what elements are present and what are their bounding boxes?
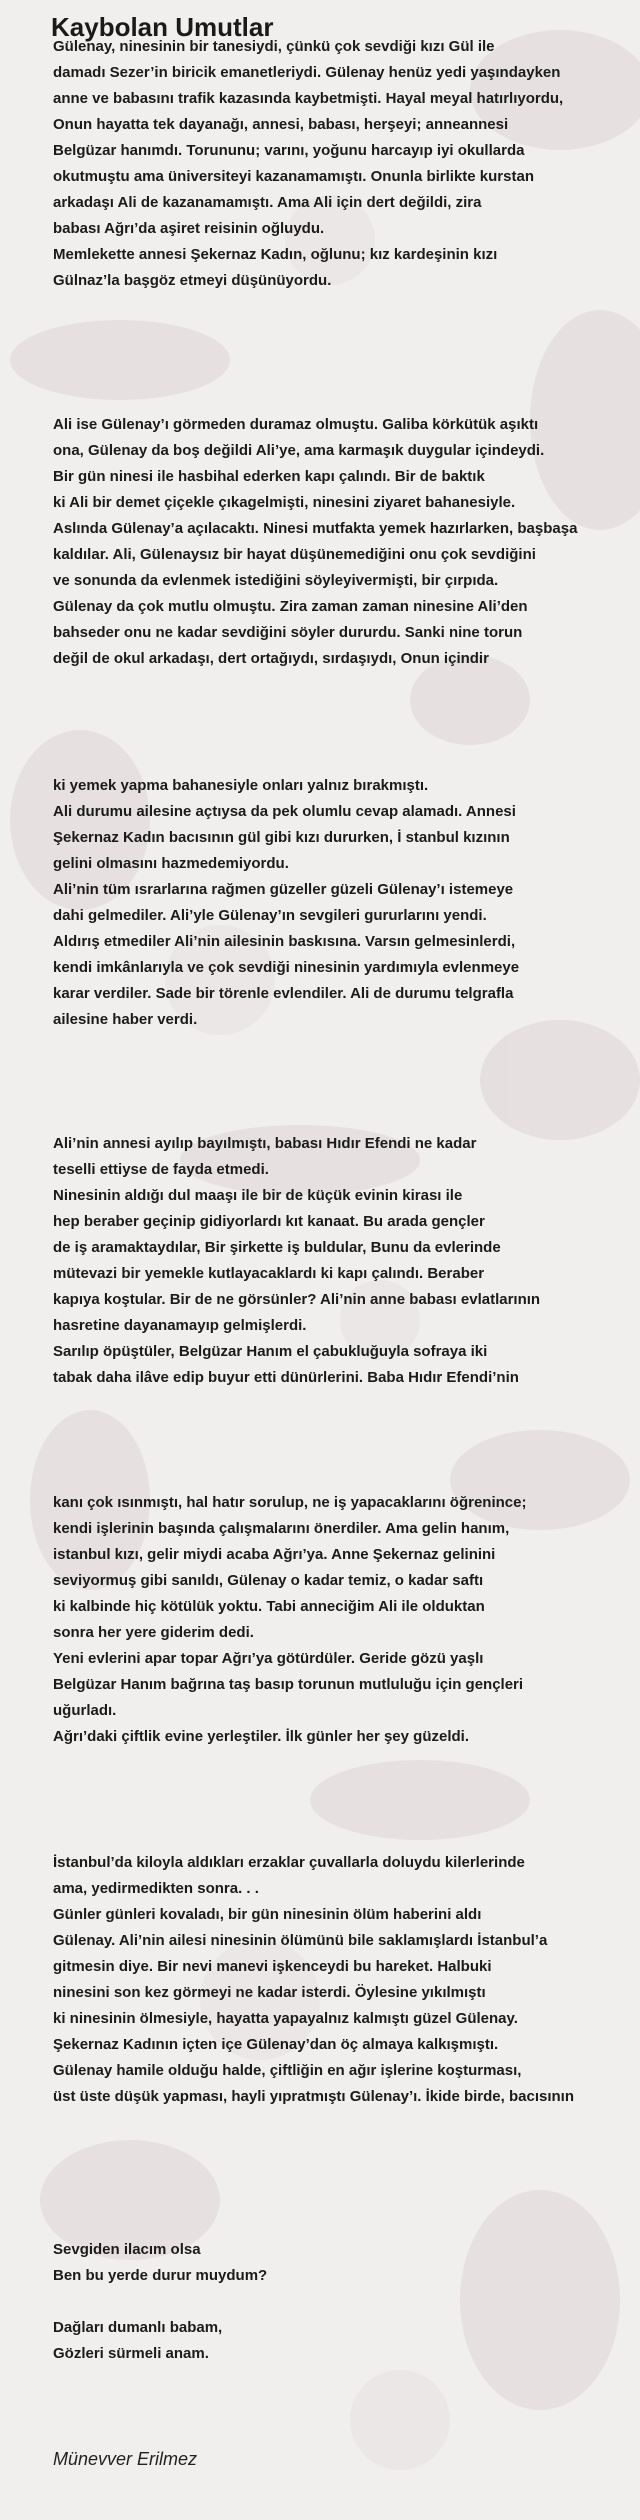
stanza-6 [53,1850,633,2110]
poem-line: tabak daha ilâve edip buyur etti dünürlerini. Baba Hıdır Efendi’nin [53,1369,519,1386]
poem-line: Belgüzar hanımdı. Torununu; varını, yoğunu harcayıp iyi okullarda [53,142,525,159]
poem-line: kendi imkânlarıyla ve çok sevdiği ninesinin yardımıyla evlenmeye [53,959,520,976]
poem-line: ki ninesinin ölmesiyle, hayatta yapayalnız kalmıştı güzel Gülenay. [53,2010,518,2027]
stanza-8 [53,2315,633,2367]
poem-line: Aldırış etmediler Ali’nin ailesinin baskısına. Varsın gelmesinlerdi, [53,933,516,950]
poem-line: Ninesinin aldığı dul maaşı ile bir de küçük evinin kirası ile [53,1187,463,1204]
poem-line: anne ve babasını trafik kazasında kaybetmişti. Hayal meyal hatırlıyordu, [53,90,564,107]
poem-line: ki kalbinde hiç kötülük yoktu. Tabi anneciğim Ali ile olduktan [53,1598,485,1615]
poem-line: okutmuştu ama üniversiteyi kazanamamıştı. Onunla birlikte kurstan [53,168,534,185]
poem-line: İstanbul’da kiloyla aldıkları erzaklar çuvallarla doluydu kilerlerinde [53,1854,525,1871]
poem-line: Aslında Gülenay’a açılacaktı. Ninesi mutfakta yemek hazırlarken, başbaşa [53,520,578,537]
poem-line: Gülenay hamile olduğu halde, çiftliğin en ağır işlerine koşturması, [53,2062,522,2079]
poem-line: hep beraber geçinip gidiyorlardı kıt kanaat. Bu arada gençler [53,1213,485,1230]
poem-line: ve sonunda da evlenmek istediğini söyleyivermişti, bir çırpıda. [53,572,499,589]
poem-line: ona, Gülenay da boş değildi Ali’ye, ama karmaşık duygular içindeydi. [53,442,545,459]
author-signature: Münevver Erilmez [53,2449,198,2469]
poem-line: hasretine dayanamayıp gelmişlerdi. [53,1317,307,1334]
poem-line: istanbul kızı, gelir miydi acaba Ağrı’ya. Anne Şekernaz gelinini [53,1546,496,1563]
poem-line: Yeni evlerini apar topar Ağrı’ya götürdüler. Geride gözü yaşlı [53,1650,484,1667]
poem-line: Ali’nin tüm ısrarlarına rağmen güzeller güzeli Gülenay’ı istemeye [53,881,514,898]
poem-line: ki yemek yapma bahanesiyle onları yalnız bırakmıştı. [53,777,429,794]
poem-line: bahseder onu ne kadar sevdiğini söyler dururdu. Sanki nine torun [53,624,523,641]
poem-line: kendi işlerinin başında çalışmalarını önerdiler. Ama gelin hanım, [53,1520,510,1537]
poem-line: Günler günleri kovaladı, bir gün ninesinin ölüm haberini aldı [53,1906,482,1923]
poem-line: karar verdiler. Sade bir törenle evlendiler. Ali de durumu telgrafla [53,985,514,1002]
poem-line: Dağları dumanlı babam, [53,2319,223,2336]
poem-line: arkadaşı Ali de kazanamamıştı. Ama Ali için dert değildi, zira [53,194,482,211]
poem-line: ama, yedirmedikten sonra. . . [53,1880,259,1897]
poem-line: Sarılıp öpüştüler, Belgüzar Hanım el çabukluğuyla sofraya iki [53,1343,488,1360]
poem-line: Ali ise Gülenay’ı görmeden duramaz olmuştu. Galiba körkütük aşıktı [53,416,539,433]
poem-line: babası Ağrı’da aşiret reisinin oğluydu. [53,220,325,237]
poem-line: Bir gün ninesi ile hasbihal ederken kapı çalındı. Bir de baktık [53,468,485,485]
poem-line: ninesini son kez görmeyi ne kadar isterdi. Öylesine yıkılmıştı [53,1984,486,2001]
poem-line: uğurladı. [53,1702,117,1719]
poem-line: kanı çok ısınmıştı, hal hatır sorulup, ne iş yapacaklarını öğrenince; [53,1494,527,1511]
stanza-3 [53,773,633,1033]
poem-line: Sevgiden ilacım olsa [53,2241,201,2258]
poem-line: kapıya koştular. Bir de ne görsünler? Ali’nin anne babası evlatlarının [53,1291,541,1308]
stanza-7 [53,2237,633,2289]
poem-line: Gülnaz’la başgöz etmeyi düşünüyordu. [53,272,332,289]
poem-line: ki Ali bir demet çiçekle çıkagelmişti, ninesini ziyaret bahanesiyle. [53,494,516,511]
poem-title: Kaybolan Umutlar [51,12,274,42]
stanza-1 [53,34,633,294]
stanza-5 [53,1490,633,1750]
poem-line: seviyormuş gibi sanıldı, Gülenay o kadar temiz, o kadar saftı [53,1572,484,1589]
poem-line: değil de okul arkadaşı, dert ortağıydı, sırdaşıydı, Onun içindir [53,650,489,667]
poem-line: gelini olmasını hazmedemiyordu. [53,855,289,872]
poem-line: damadı Sezer’in biricik emanetleriydi. Gülenay henüz yedi yaşındayken [53,64,561,81]
poem-line: Ağrı’daki çiftlik evine yerleştiler. İlk günler her şey güzeldi. [53,1728,469,1745]
poem-line: Şekernaz Kadının içten içe Gülenay’dan öç almaya kalkışmıştı. [53,2036,499,2053]
poem-line: Ali’nin annesi ayılıp bayılmıştı, babası Hıdır Efendi ne kadar [53,1135,477,1152]
poem-line: de iş aramaktaydılar, Bir şirkette iş buldular, Bunu da evlerinde [53,1239,501,1256]
poem-line: sonra her yere giderim dedi. [53,1624,254,1641]
poem-line: Gülenay, ninesinin bir tanesiydi, çünkü çok sevdiği kızı Gül ile [53,38,495,55]
poem-line: kaldılar. Ali, Gülenaysız bir hayat düşünemediğini onu çok sevdiğini [53,546,536,563]
poem-line: mütevazi bir yemekle kutlayacaklardı ki kapı çalındı. Beraber [53,1265,485,1282]
poem-line: Ali durumu ailesine açtıysa da pek olumlu cevap alamadı. Annesi [53,803,516,820]
poem-line: Onun hayatta tek dayanağı, annesi, babası, herşeyi; anneannesi [53,116,509,133]
poem-line: Belgüzar Hanım bağrına taş basıp torunun mutluluğu için gençleri [53,1676,524,1693]
poem-line: gitmesin diye. Bir nevi manevi işkenceydi bu hareket. Halbuki [53,1958,492,1975]
stanza-4 [53,1131,633,1391]
poem-line: teselli ettiyse de fayda etmedi. [53,1161,269,1178]
poem-line: üst üste düşük yapması, hayli yıpratmıştı Gülenay’ı. İkide birde, bacısının [53,2088,574,2105]
poem-line: Ben bu yerde durur muydum? [53,2267,268,2284]
poem-line: ailesine haber verdi. [53,1011,198,1028]
poem-line: Gülenay da çok mutlu olmuştu. Zira zaman zaman ninesine Ali’den [53,598,528,615]
poem-line: Gülenay. Ali’nin ailesi ninesinin ölümünü bile saklamışlardı İstanbul’a [53,1932,548,1949]
stanza-2 [53,412,633,672]
poem-line: Memlekette annesi Şekernaz Kadın, oğlunu; kız kardeşinin kızı [53,246,498,263]
poem-line: Gözleri sürmeli anam. [53,2345,209,2362]
poem-line: Şekernaz Kadın bacısının gül gibi kızı dururken, İ stanbul kızının [53,829,510,846]
poem-line: dahi gelmediler. Ali’yle Gülenay’ın sevgileri gururlarını yendi. [53,907,487,924]
